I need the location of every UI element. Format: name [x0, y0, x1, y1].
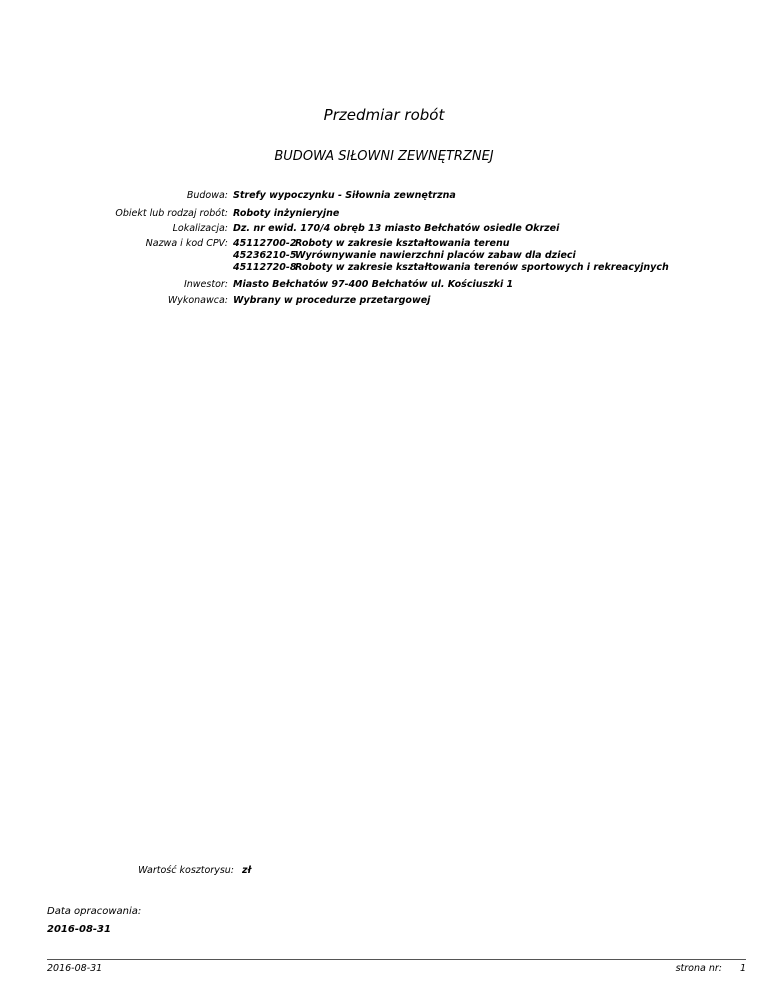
inwestor-value: Miasto Bełchatów 97-400 Bełchatów ul. Kościuszki 1 [233, 279, 514, 290]
cpv-name: Roboty w zakresie kształtowania terenów sportowych i rekreacyjnych [295, 262, 669, 273]
lokalizacja-value: Dz. nr ewid. 170/4 obręb 13 miasto Bełchatów osiedle Okrzei [233, 223, 560, 234]
inwestor-label: Inwestor: [183, 279, 228, 290]
cpv-entry [233, 262, 669, 274]
document-title: Przedmiar robót [323, 106, 445, 124]
obiekt-label: Obiekt lub rodzaj robót: [115, 208, 228, 219]
wykonawca-value: Wybrany w procedurze przetargowej [233, 295, 431, 306]
date-label: Data opracowania: [47, 906, 142, 917]
page-label: strona nr: [675, 963, 722, 974]
page-number-value: 1 [739, 963, 746, 974]
cpv-entry [233, 250, 576, 262]
cost-value: zł [242, 865, 252, 876]
date-value: 2016-08-31 [47, 924, 111, 935]
lokalizacja-label: Lokalizacja: [172, 223, 228, 234]
budowa-value: Strefy wypoczynku - Siłownia zewnętrzna [233, 190, 456, 201]
footer-date: 2016-08-31 [47, 963, 103, 974]
cpv-entry [233, 238, 510, 250]
cpv-label: Nazwa i kod CPV: [145, 238, 228, 249]
page-number [676, 963, 746, 974]
obiekt-value: Roboty inżynieryjne [233, 208, 340, 219]
cpv-code: 45112700-2 [233, 238, 297, 249]
budowa-label: Budowa: [186, 190, 228, 201]
cpv-name: Wyrównywanie nawierzchni placów zabaw dla dzieci [295, 250, 576, 261]
document-subtitle: BUDOWA SIŁOWNI ZEWNĘTRZNEJ [274, 149, 494, 164]
footer-divider [47, 959, 746, 960]
cpv-code: 45236210-5 [233, 250, 297, 261]
cpv-code: 45112720-8 [233, 262, 297, 273]
cpv-name: Roboty w zakresie kształtowania terenu [295, 238, 510, 249]
cost-label: Wartość kosztorysu: [138, 865, 234, 876]
wykonawca-label: Wykonawca: [167, 295, 228, 306]
